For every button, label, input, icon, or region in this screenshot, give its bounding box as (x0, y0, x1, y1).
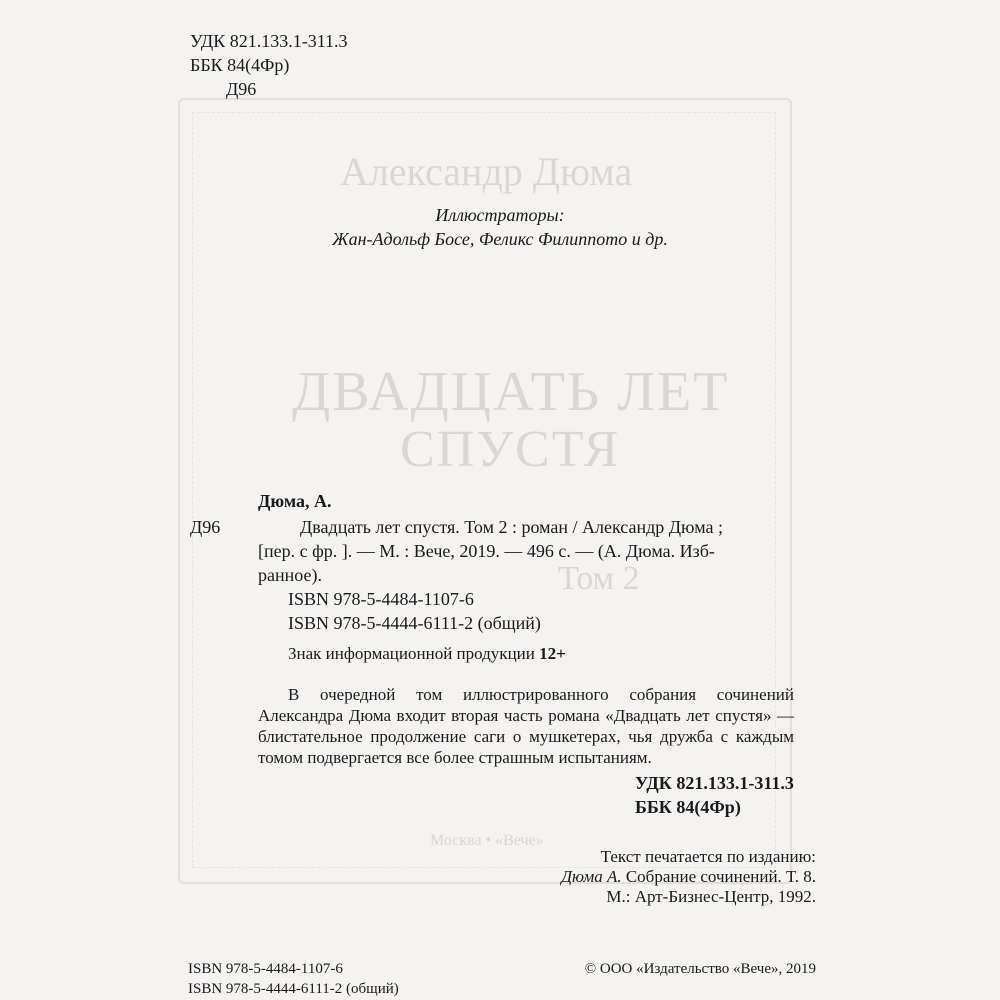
source-collection: Собрание сочинений. Т. 8. (621, 867, 816, 886)
bottom-udk: УДК 821.133.1-311.3 (635, 773, 794, 793)
source-author: Дюма А. (561, 867, 622, 886)
ghost-volume: Том 2 (558, 560, 640, 597)
ghost-title-line2: СПУСТЯ (400, 421, 621, 478)
bottom-bbk: ББК 84(4Фр) (635, 797, 741, 817)
annotation-paragraph: В очередной том иллюстрированного собрания сочинений Александра Дюма входит вторая часть романа «Двадцать лет спустя» — блистательное продолжение саги о мушкетерах, чья дружба с каждым томом подвергается все более страшным испытаниям. (258, 685, 794, 767)
footer-isbn2: ISBN 978-5-4444-6111-2 (общий) (188, 981, 399, 997)
ghost-author: Александр Дюма (340, 149, 633, 194)
footer-isbn1: ISBN 978-5-4484-1107-6 (188, 961, 343, 977)
record-heading: Дюма, А. (258, 491, 332, 511)
record-line1: Двадцать лет спустя. Том 2 : роман / Александр Дюма ; (300, 517, 724, 537)
source-line2 (500, 866, 816, 887)
ghost-title-line1: ДВАДЦАТЬ ЛЕТ (292, 361, 730, 423)
source-line1: Текст печатается по изданию: (600, 847, 816, 866)
record-isbn1: ISBN 978-5-4484-1107-6 (288, 589, 474, 609)
age-rating (288, 643, 566, 664)
record-line3: ранное). (258, 565, 322, 585)
footer-copyright: © ООО «Издательство «Вече», 2019 (584, 961, 816, 977)
record-line2: [пер. с фр. ]. — М. : Вече, 2019. — 496 с. — (А. Дюма. Изб- (258, 541, 715, 561)
illustrators-names: Жан-Адольф Босе, Феликс Филиппото и др. (332, 229, 668, 249)
record-isbn2: ISBN 978-5-4444-6111-2 (общий) (288, 613, 541, 633)
age-rating-label: Знак информационной продукции (288, 644, 540, 663)
top-bbk: ББК 84(4Фр) (190, 55, 290, 75)
record-sign: Д96 (190, 517, 221, 537)
age-rating-value: 12+ (539, 644, 566, 663)
ghost-city: Москва • «Вече» (430, 832, 544, 849)
illustrators-label: Иллюстраторы: (435, 205, 565, 225)
top-author-sign: Д96 (226, 79, 257, 99)
source-line3: М.: Арт-Бизнес-Центр, 1992. (606, 887, 816, 906)
top-udk: УДК 821.133.1-311.3 (190, 31, 348, 51)
